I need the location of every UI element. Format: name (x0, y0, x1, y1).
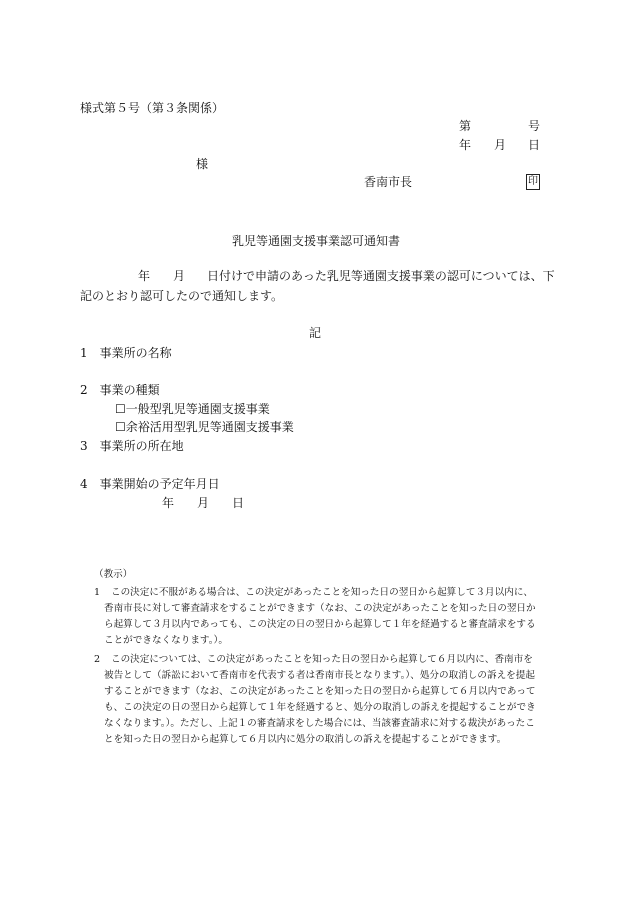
date-year: 年 (459, 138, 472, 152)
item-1-business-name: 1 事業所の名称 (80, 346, 172, 360)
seal-stamp: 印 (526, 174, 540, 190)
number-dai: 第 (459, 119, 472, 133)
body-month: 月 (173, 269, 186, 283)
notice-2-line-4: も、この決定の日の翌日から起算して１年を経過すると、処分の取消しの訴えを提起することができ (104, 702, 536, 713)
item-3-location: 3 事業所の所在地 (80, 439, 184, 453)
notice-2-line-5: なくなります。）。ただし、上記１の審査請求をした場合には、当該審査請求に対する裁決があったこ (104, 718, 535, 729)
ki-heading: 記 (309, 326, 322, 340)
item-4-day: 日 (232, 496, 245, 510)
date-day: 日 (528, 138, 541, 152)
issuer-name: 香南市長 (364, 175, 413, 189)
addressee-sama: 様 (196, 157, 209, 171)
notice-1-line-1: この決定に不服がある場合は、この決定があったことを知った日の翌日から起算して３月以内に、 (111, 587, 534, 598)
date-month: 月 (494, 138, 507, 152)
notice-heading: （教示） (94, 569, 133, 580)
item-4-start-date: 4 事業開始の予定年月日 (80, 477, 220, 491)
notice-2-line-1: この決定については、この決定があったことを知った日の翌日から起算して６月以内に、香南市を (111, 654, 533, 665)
notice-2-line-6: とを知った日の翌日から起算して６月以内に処分の取消しの訴えを提起することができます。 (104, 734, 507, 745)
item-2-option-surplus[interactable]: ☐余裕活用型乳児等通園支援事業 (115, 420, 294, 434)
notice-2-line-3: することができます（なお、この決定があったことを知った日の翌日から起算して６月以内であって (104, 686, 536, 697)
item-2-option-general[interactable]: ☐一般型乳児等通園支援事業 (115, 402, 270, 416)
notice-2-number: 2 (94, 654, 101, 665)
notice-1-line-2: 香南市長に対して審査請求をすることができます（なお、この決定があったことを知った日の翌日か (104, 603, 536, 614)
number-go: 号 (528, 119, 541, 133)
notice-1-line-3: ら起算して３月以内であっても、この決定の日の翌日から起算して１年を経過すると審査請求をする (104, 619, 536, 630)
document-title: 乳児等通園支援事業認可通知書 (232, 234, 401, 248)
body-line2: 記のとおり認可したので通知します。 (80, 289, 284, 303)
body-year: 年 (138, 269, 151, 283)
item-2-business-type: 2 事業の種類 (80, 383, 160, 397)
item-4-month: 月 (197, 496, 210, 510)
notice-2-line-2: 被告として（訴訟において香南市を代表する者は香南市長となります。）、処分の取消しの訴えを提起 (104, 670, 535, 681)
body-line1-rest: 日付けで申請のあった乳児等通園支援事業の認可については、下 (207, 269, 555, 283)
item-4-year: 年 (162, 496, 175, 510)
notice-1-number: 1 (94, 587, 101, 598)
form-label: 様式第５号（第３条関係） (80, 101, 225, 115)
notice-1-line-4: ことができなくなります。）。 (104, 635, 228, 646)
